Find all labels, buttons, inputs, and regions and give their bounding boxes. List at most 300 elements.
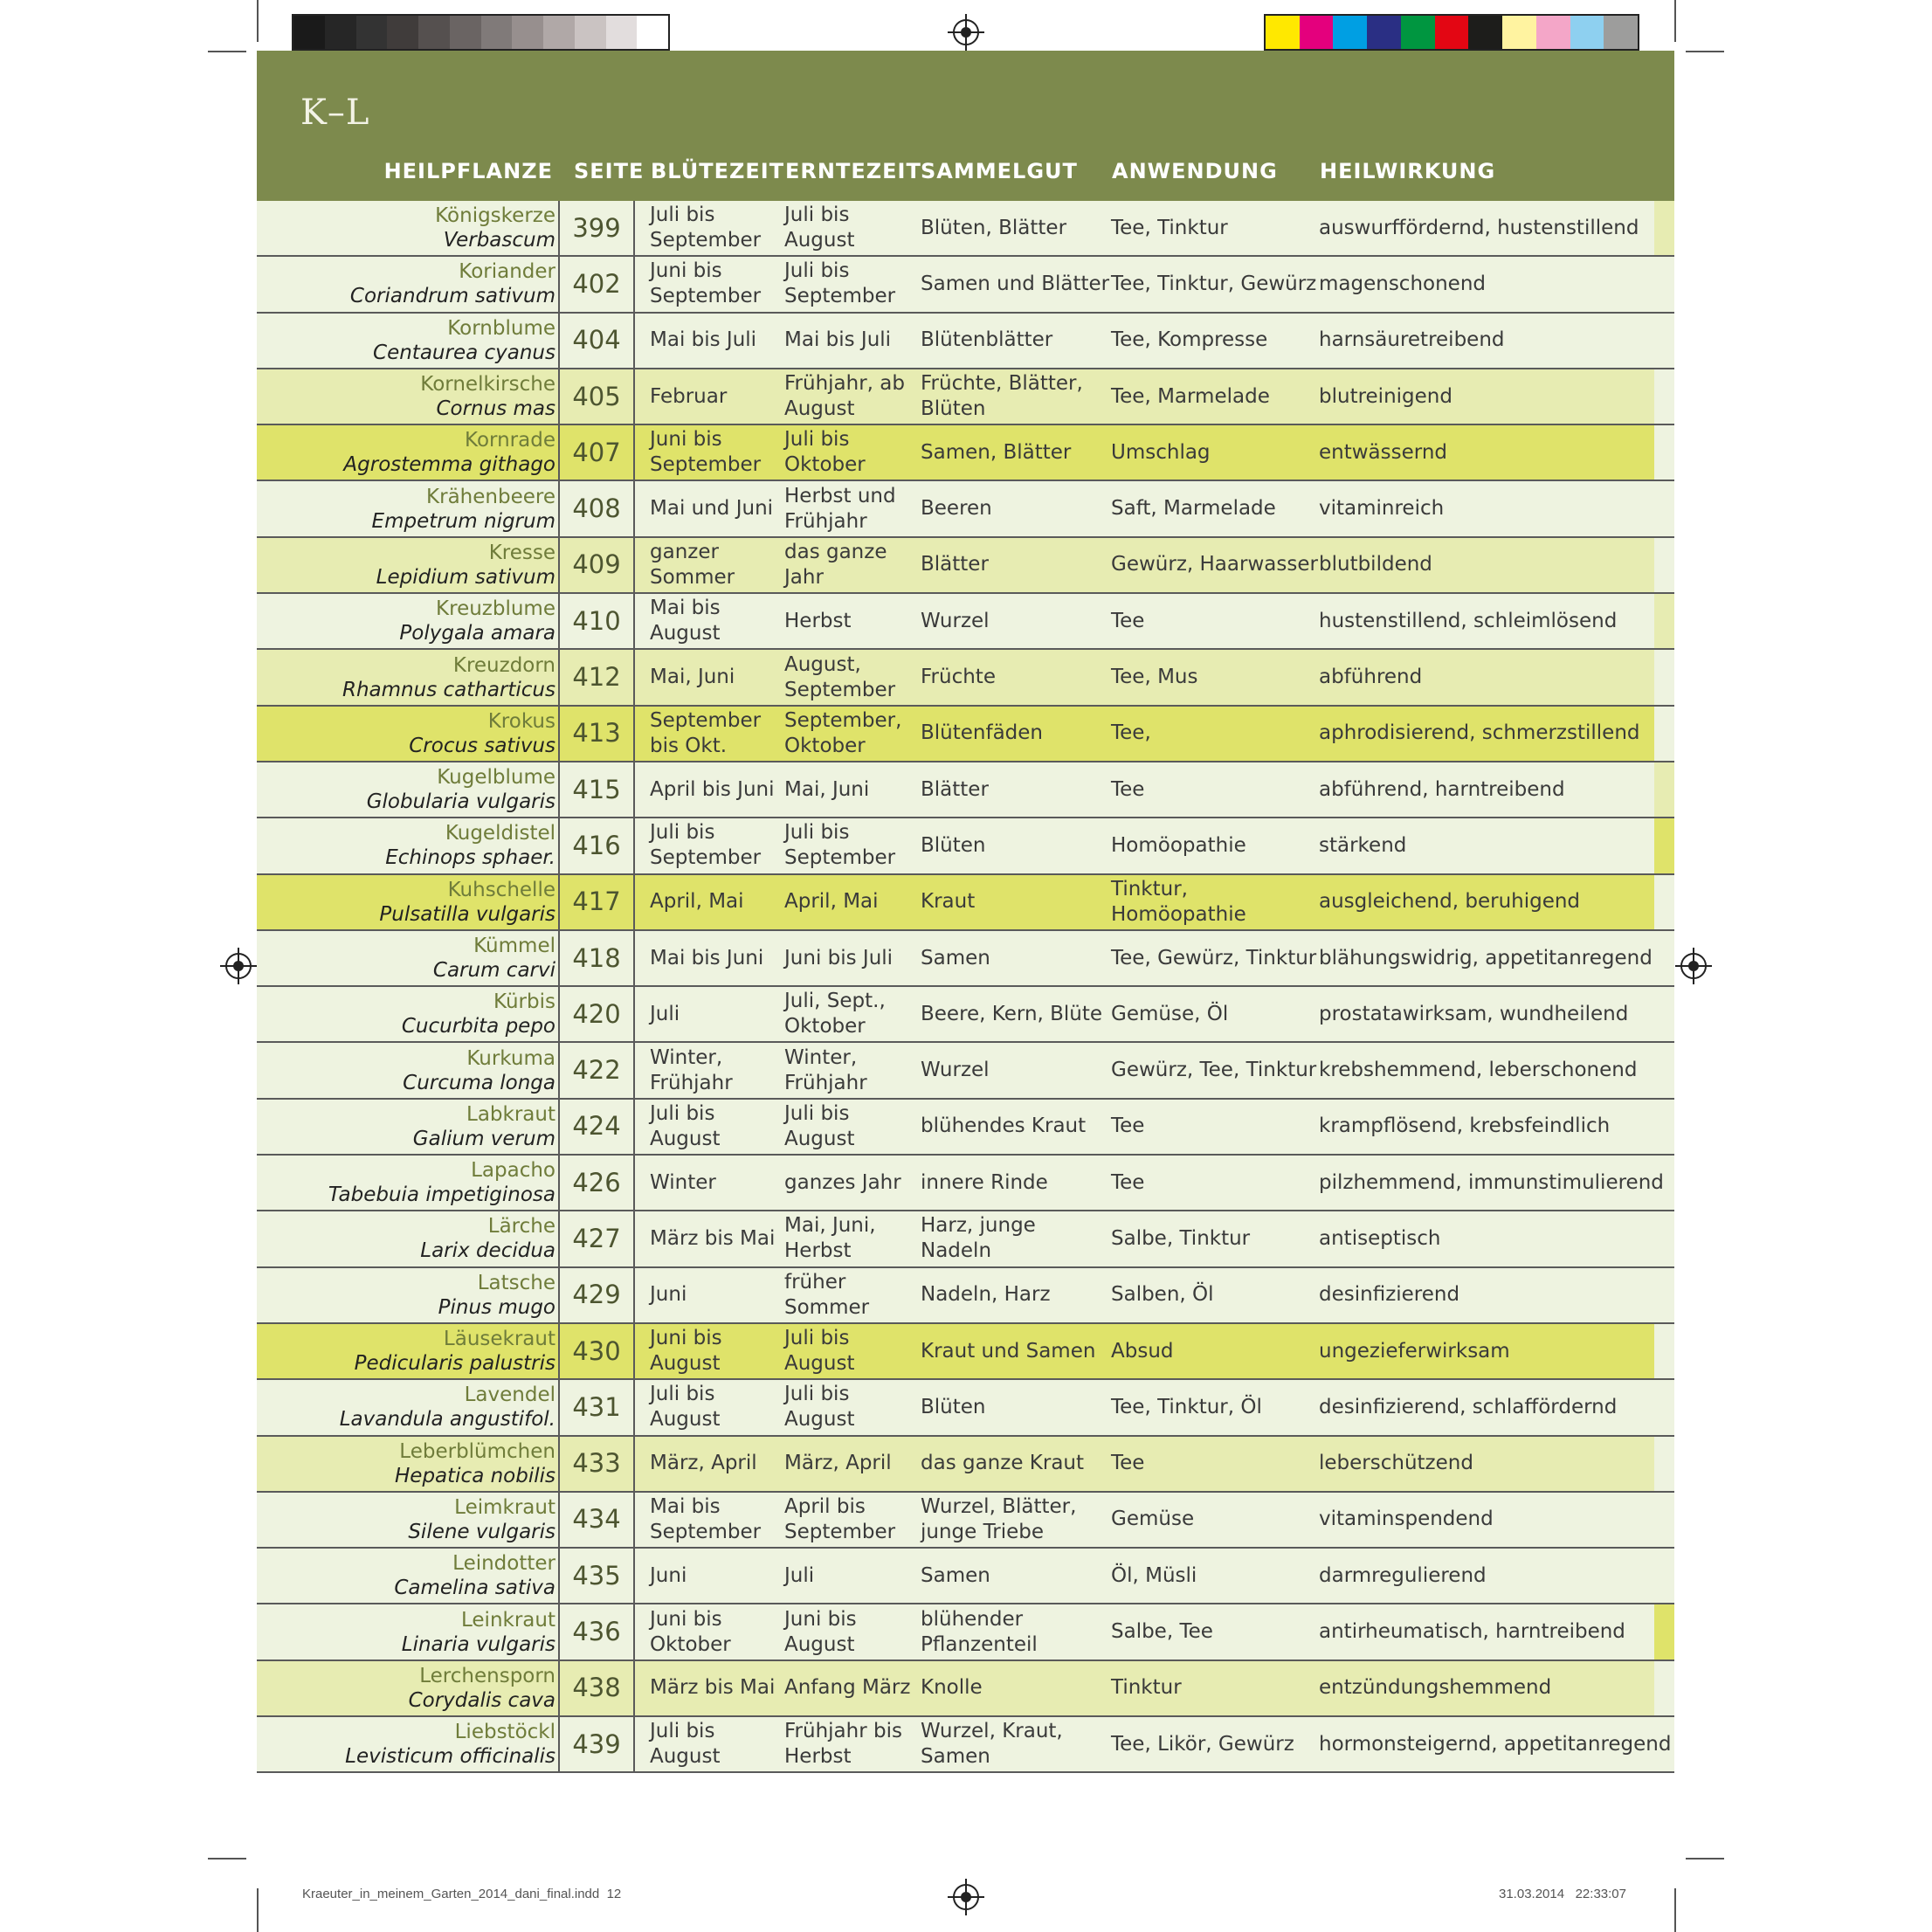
page-number-cell (558, 538, 635, 592)
gray-color-bar (292, 14, 670, 51)
bluetezeit-cell-text: April bis Juni (650, 777, 775, 801)
plant-latin-name: Galium verum (412, 1127, 555, 1150)
erntezeit-cell-text: Herbst (784, 609, 852, 632)
sammelgut-cell (921, 1268, 1113, 1322)
page-number-cell-text: 402 (572, 268, 621, 299)
sammelgut-cell-text: Blätter (921, 553, 989, 576)
anwendung-cell (1111, 1211, 1321, 1266)
table-row (257, 1549, 1674, 1604)
page-number-cell-text: 405 (572, 381, 621, 411)
table-row (257, 762, 1674, 818)
page-number-cell (558, 1100, 635, 1154)
page-number-cell-text: 408 (572, 493, 621, 524)
bluetezeit-cell (650, 1380, 781, 1434)
table-row (257, 314, 1674, 369)
heilwirkung-cell (1319, 538, 1677, 592)
plant-latin-name: Pedicularis palustris (354, 1352, 555, 1376)
crop-mark (208, 1858, 246, 1860)
bluetezeit-cell-text: Winter (650, 1170, 716, 1194)
page-number-cell-text: 427 (572, 1223, 621, 1253)
page-number-cell-text: 434 (572, 1504, 621, 1535)
sammelgut-cell-text: blühendes Kraut (921, 1114, 1087, 1138)
anwendung-cell (1111, 762, 1321, 817)
anwendung-cell (1111, 1549, 1321, 1603)
erntezeit-cell (784, 987, 921, 1041)
bluetezeit-cell-text: Juni (650, 1563, 687, 1587)
sammelgut-cell (921, 875, 1113, 929)
sammelgut-cell-text: Wurzel (921, 609, 990, 632)
plant-common-name: Kurkuma (466, 1046, 555, 1070)
table-row (257, 650, 1674, 706)
registration-mark-icon (1680, 953, 1707, 979)
bluetezeit-cell (650, 425, 781, 480)
anwendung-cell-text: Salbe, Tee (1111, 1620, 1213, 1644)
column-heilpflanze: HEILPFLANZE (383, 159, 553, 183)
anwendung-cell (1111, 481, 1321, 535)
bluetezeit-cell-text: Juni (650, 1283, 687, 1307)
heilwirkung-cell (1319, 1549, 1677, 1603)
erntezeit-cell-text: April, Mai (784, 890, 879, 914)
page-number-cell (558, 481, 635, 535)
table-row (257, 257, 1674, 313)
heilwirkung-cell (1319, 425, 1677, 480)
heilwirkung-cell (1319, 875, 1677, 929)
page-number-cell (558, 875, 635, 929)
bluetezeit-cell (650, 369, 781, 424)
sammelgut-cell-text: Samen (921, 1563, 990, 1587)
table-row (257, 1100, 1674, 1156)
heilwirkung-cell-text: antiseptisch (1319, 1226, 1441, 1250)
swatch (1300, 16, 1334, 49)
heilwirkung-cell (1319, 707, 1677, 761)
heilwirkung-cell-text: harnsäuretreibend (1319, 328, 1505, 352)
sammelgut-cell (921, 369, 1113, 424)
swatch (606, 16, 638, 49)
anwendung-cell (1111, 1043, 1321, 1097)
anwendung-cell (1111, 1268, 1321, 1322)
plant-common-name: Latsche (477, 1271, 555, 1294)
anwendung-cell (1111, 201, 1321, 255)
sammelgut-cell (921, 818, 1113, 873)
anwendung-cell (1111, 1324, 1321, 1378)
anwendung-cell-text: Salben, Öl (1111, 1283, 1214, 1307)
anwendung-cell (1111, 369, 1321, 424)
plant-latin-name: Globularia vulgaris (366, 790, 555, 814)
erntezeit-cell-text: September, Oktober (784, 708, 902, 757)
bluetezeit-cell-text: Juli bis August (650, 1383, 721, 1432)
plant-name-cell (257, 1100, 555, 1154)
page-number-cell-text: 416 (572, 830, 621, 860)
plant-name-cell (257, 875, 555, 929)
erntezeit-cell (784, 314, 921, 368)
swatch (543, 16, 575, 49)
page-number-cell (558, 201, 635, 255)
plant-common-name: Kreuzdorn (452, 653, 555, 677)
page-number-cell (558, 1549, 635, 1603)
page-number-cell (558, 257, 635, 311)
erntezeit-cell (784, 481, 921, 535)
plant-common-name: Kornelkirsche (420, 373, 555, 397)
heilwirkung-cell-text: abführend, harntreibend (1319, 777, 1565, 801)
swatch (293, 16, 325, 49)
plant-latin-name: Levisticum officinalis (345, 1745, 555, 1769)
page-number-cell (558, 650, 635, 704)
plant-common-name: Kümmel (473, 935, 555, 957)
page-number-cell (558, 594, 635, 648)
heilwirkung-cell-text: ungezieferwirksam (1319, 1339, 1510, 1363)
sammelgut-cell-text: Nadeln, Harz (921, 1283, 1051, 1307)
crop-mark (257, 1888, 259, 1932)
erntezeit-cell-text: März, April (784, 1452, 892, 1475)
plant-latin-name: Linaria vulgaris (401, 1632, 555, 1656)
plant-name-cell (257, 201, 555, 255)
crop-mark (1686, 51, 1724, 52)
page-number-cell (558, 987, 635, 1041)
table-row (257, 1604, 1674, 1660)
anwendung-cell-text: Saft, Marmelade (1111, 497, 1276, 521)
plant-latin-name: Corydalis cava (408, 1688, 555, 1712)
bluetezeit-cell (650, 257, 781, 311)
sammelgut-cell (921, 481, 1113, 535)
swatch (575, 16, 606, 49)
plant-name-cell (257, 987, 555, 1041)
swatch (387, 16, 418, 49)
table-row (257, 1661, 1674, 1717)
anwendung-cell (1111, 707, 1321, 761)
erntezeit-cell-text: Frühjahr, ab August (784, 372, 905, 421)
sammelgut-cell-text: blühender Pflanzenteil (921, 1607, 1038, 1656)
erntezeit-cell-text: Juli (784, 1563, 815, 1587)
erntezeit-cell (784, 1324, 921, 1378)
plant-common-name: Koriander (459, 260, 555, 284)
table-header (257, 51, 1674, 201)
erntezeit-cell-text: August, September (784, 652, 896, 701)
sammelgut-cell-text: Früchte, Blätter, Blüten (921, 372, 1083, 421)
sammelgut-cell-text: Blütenfäden (921, 721, 1044, 745)
plant-name-cell (257, 369, 555, 424)
bluetezeit-cell (650, 594, 781, 648)
bluetezeit-cell-text: Mai und Juni (650, 497, 774, 521)
plant-common-name: Kürbis (493, 990, 555, 1014)
sammelgut-cell-text: Samen und Blätter (921, 272, 1110, 295)
heilwirkung-cell-text: vitaminspendend (1319, 1508, 1494, 1531)
page-number-cell (558, 369, 635, 424)
swatch (418, 16, 450, 49)
anwendung-cell (1111, 1493, 1321, 1547)
heilwirkung-cell-text: antirheumatisch, harntreibend (1319, 1620, 1625, 1644)
plant-latin-name: Centaurea cyanus (373, 341, 555, 364)
table-row (257, 1268, 1674, 1324)
heilwirkung-cell (1319, 1211, 1677, 1266)
heilwirkung-cell (1319, 1493, 1677, 1547)
swatch (1604, 16, 1638, 49)
erntezeit-cell (784, 594, 921, 648)
plant-name-cell (257, 762, 555, 817)
erntezeit-cell-text: Frühjahr bis Herbst (784, 1720, 902, 1769)
erntezeit-cell-text: Juni bis Juli (784, 946, 894, 969)
plant-common-name: Kreuzblume (436, 597, 555, 621)
heilwirkung-cell-text: krampflösend, krebsfeindlich (1319, 1114, 1611, 1138)
table-row (257, 1380, 1674, 1436)
erntezeit-cell (784, 931, 921, 985)
plant-name-cell (257, 538, 555, 592)
swatch (512, 16, 543, 49)
bluetezeit-cell (650, 1043, 781, 1097)
bluetezeit-cell (650, 650, 781, 704)
erntezeit-cell-text: früher Sommer (784, 1270, 870, 1319)
anwendung-cell-text: Gemüse (1111, 1508, 1195, 1531)
sammelgut-cell (921, 1549, 1113, 1603)
erntezeit-cell (784, 201, 921, 255)
page-number-cell-text: 407 (572, 437, 621, 467)
table-row (257, 425, 1674, 481)
erntezeit-cell-text: Juli, Sept., Oktober (784, 990, 886, 1038)
erntezeit-cell (784, 1437, 921, 1491)
bluetezeit-cell-text: Juni bis September (650, 428, 762, 477)
bluetezeit-cell-text: Winter, Frühjahr (650, 1045, 733, 1094)
table-row (257, 1043, 1674, 1099)
bluetezeit-cell-text: Juni bis Oktober (650, 1607, 731, 1656)
plant-latin-name: Silene vulgaris (408, 1520, 555, 1543)
page-number-cell-text: 415 (572, 774, 621, 804)
erntezeit-cell (784, 1100, 921, 1154)
registration-mark-icon (953, 1884, 979, 1910)
page-number-cell (558, 762, 635, 817)
bluetezeit-cell-text: Juli (650, 1002, 680, 1025)
heilwirkung-cell (1319, 1717, 1677, 1771)
page-number-cell (558, 1717, 635, 1771)
anwendung-cell (1111, 650, 1321, 704)
anwendung-cell-text: Tee, Likör, Gewürz (1111, 1732, 1294, 1756)
table-row (257, 481, 1674, 537)
table-row (257, 707, 1674, 762)
bluetezeit-cell (650, 1156, 781, 1210)
column-sammelgut: SAMMELGUT (921, 159, 1078, 183)
heilwirkung-cell (1319, 762, 1677, 817)
erntezeit-cell (784, 425, 921, 480)
heilwirkung-cell-text: magenschonend (1319, 272, 1487, 295)
heilwirkung-cell (1319, 650, 1677, 704)
plant-name-cell (257, 1156, 555, 1210)
plant-common-name: Krähenbeere (426, 485, 555, 508)
table-row (257, 538, 1674, 594)
sammelgut-cell-text: Blätter (921, 777, 989, 801)
plant-name-cell (257, 425, 555, 480)
bluetezeit-cell-text: Mai bis Juni (650, 946, 764, 969)
heilwirkung-cell (1319, 1324, 1677, 1378)
page-number-cell (558, 1604, 635, 1659)
registration-mark-icon (953, 19, 979, 45)
plant-common-name: Leinkraut (461, 1608, 555, 1632)
heilwirkung-cell-text: stärkend (1319, 833, 1407, 857)
page-number-cell-text: 417 (572, 887, 621, 917)
anwendung-cell (1111, 314, 1321, 368)
bluetezeit-cell-text: Juni bis August (650, 1327, 722, 1376)
erntezeit-cell (784, 1156, 921, 1210)
erntezeit-cell (784, 1604, 921, 1659)
erntezeit-cell (784, 1493, 921, 1547)
heilwirkung-cell-text: vitaminreich (1319, 497, 1445, 521)
page-number-cell-text: 424 (572, 1111, 621, 1142)
plant-name-cell (257, 1437, 555, 1491)
heilwirkung-cell (1319, 1100, 1677, 1154)
anwendung-cell (1111, 931, 1321, 985)
anwendung-cell-text: Tee (1111, 1114, 1145, 1138)
swatch (356, 16, 388, 49)
page-number-cell (558, 1380, 635, 1434)
bluetezeit-cell-text: Juli bis September (650, 204, 762, 252)
page-number-cell (558, 1043, 635, 1097)
plant-name-cell (257, 1604, 555, 1659)
plant-common-name: Krokus (487, 709, 555, 733)
bluetezeit-cell-text: September bis Okt. (650, 708, 762, 757)
bluetezeit-cell-text: Juli bis August (650, 1101, 721, 1150)
anwendung-cell (1111, 1380, 1321, 1434)
sammelgut-cell (921, 1211, 1113, 1266)
swatch (1367, 16, 1401, 49)
sammelgut-cell (921, 1100, 1113, 1154)
heilwirkung-cell-text: desinfizierend (1319, 1283, 1460, 1307)
plant-latin-name: Pinus mugo (438, 1295, 555, 1319)
plant-latin-name: Curcuma longa (403, 1071, 555, 1094)
plant-latin-name: Lavandula angustifol. (339, 1408, 555, 1432)
bluetezeit-cell-text: Februar (650, 384, 728, 408)
swatch (1435, 16, 1469, 49)
page-number-cell-text: 420 (572, 998, 621, 1029)
table-row (257, 1211, 1674, 1267)
bluetezeit-cell (650, 1211, 781, 1266)
process-color-bar (1264, 14, 1639, 51)
plant-common-name: Königskerze (435, 204, 555, 228)
erntezeit-cell-text: ganzes Jahr (784, 1170, 901, 1194)
plant-name-cell (257, 481, 555, 535)
plant-latin-name: Rhamnus catharticus (342, 678, 555, 701)
bluetezeit-cell-text: Mai bis Juli (650, 328, 757, 352)
plant-latin-name: Carum carvi (432, 959, 555, 982)
plant-common-name: Lerchensporn (419, 1664, 555, 1687)
plant-latin-name: Echinops sphaer. (385, 846, 555, 870)
plant-latin-name: Larix decidua (420, 1239, 555, 1263)
plant-latin-name: Camelina sativa (394, 1577, 555, 1600)
sammelgut-cell (921, 987, 1113, 1041)
plant-latin-name: Lepidium sativum (376, 565, 555, 589)
erntezeit-cell-text: Juli bis August (784, 1327, 855, 1376)
erntezeit-cell (784, 1717, 921, 1771)
page-number-cell-text: 409 (572, 549, 621, 580)
heilwirkung-cell-text: desinfizierend, schlaffördernd (1319, 1395, 1618, 1418)
erntezeit-cell (784, 875, 921, 929)
anwendung-cell-text: Tee, Mus (1111, 666, 1198, 689)
bluetezeit-cell (650, 1437, 781, 1491)
erntezeit-cell-text: Juli bis September (784, 821, 896, 870)
heilwirkung-cell-text: entzündungshemmend (1319, 1676, 1552, 1700)
bluetezeit-cell (650, 762, 781, 817)
page-number-cell-text: 422 (572, 1055, 621, 1086)
heilwirkung-cell-text: blutreinigend (1319, 384, 1452, 408)
erntezeit-cell-text: Juli bis August (784, 204, 855, 252)
bluetezeit-cell (650, 314, 781, 368)
anwendung-cell-text: Tee, (1111, 721, 1151, 745)
plant-latin-name: Tabebuia impetiginosa (328, 1183, 555, 1207)
sammelgut-cell (921, 201, 1113, 255)
page-number-cell-text: 433 (572, 1448, 621, 1479)
heilwirkung-cell-text: ausgleichend, beruhigend (1319, 890, 1581, 914)
page-number-cell (558, 1268, 635, 1322)
erntezeit-cell (784, 1268, 921, 1322)
heilwirkung-cell (1319, 1661, 1677, 1715)
heilwirkung-cell-text: pilzhemmend, immunstimulierend (1319, 1170, 1664, 1194)
plant-latin-name: Cucurbita pepo (401, 1015, 555, 1038)
footer-date: 31.03.2014 (1499, 1887, 1565, 1901)
swatch (1536, 16, 1570, 49)
sammelgut-cell-text: innere Rinde (921, 1170, 1048, 1194)
sammelgut-cell-text: Beere, Kern, Blüte (921, 1002, 1103, 1025)
bluetezeit-cell-text: März, April (650, 1452, 757, 1475)
page-number-cell (558, 818, 635, 873)
column-heilwirkung: HEILWIRKUNG (1320, 159, 1496, 183)
erntezeit-cell (784, 707, 921, 761)
sammelgut-cell-text: Knolle (921, 1676, 983, 1700)
plant-common-name: Kresse (488, 541, 555, 564)
plant-name-cell (257, 1268, 555, 1322)
swatch (1570, 16, 1604, 49)
footer-timestamp (1499, 1887, 1626, 1901)
anwendung-cell-text: Tinktur (1111, 1676, 1182, 1700)
anwendung-cell (1111, 594, 1321, 648)
plant-latin-name: Hepatica nobilis (395, 1464, 555, 1487)
sammelgut-cell (921, 650, 1113, 704)
erntezeit-cell (784, 1661, 921, 1715)
bluetezeit-cell-text: Juli bis September (650, 821, 762, 870)
table-row (257, 1493, 1674, 1549)
erntezeit-cell (784, 1043, 921, 1097)
heilwirkung-cell (1319, 481, 1677, 535)
page-number-cell-text: 418 (572, 942, 621, 973)
plant-name-cell (257, 650, 555, 704)
table-row (257, 1324, 1674, 1380)
sammelgut-cell (921, 707, 1113, 761)
anwendung-cell-text: Absud (1111, 1339, 1174, 1363)
sammelgut-cell-text: Blüten (921, 833, 986, 857)
sammelgut-cell-text: Blütenblätter (921, 328, 1053, 352)
anwendung-cell (1111, 818, 1321, 873)
erntezeit-cell-text: Juli bis August (784, 1383, 855, 1432)
anwendung-cell (1111, 257, 1321, 311)
erntezeit-cell-text: Mai, Juni (784, 777, 870, 801)
bluetezeit-cell (650, 987, 781, 1041)
sammelgut-cell (921, 594, 1113, 648)
anwendung-cell-text: Tee, Kompresse (1111, 328, 1268, 352)
page-number-cell (558, 1437, 635, 1491)
anwendung-cell-text: Tee, Tinktur, Gewürz (1111, 272, 1317, 295)
plant-name-cell (257, 257, 555, 311)
sammelgut-cell-text: Beeren (921, 497, 992, 521)
plant-common-name: Kuhschelle (447, 878, 555, 901)
swatch (637, 16, 668, 49)
anwendung-cell (1111, 425, 1321, 480)
heilwirkung-cell (1319, 1604, 1677, 1659)
erntezeit-cell (784, 650, 921, 704)
page-number-cell-text: 438 (572, 1673, 621, 1703)
erntezeit-cell-text: Mai bis Juli (784, 328, 892, 352)
heilwirkung-cell-text: abführend (1319, 666, 1423, 689)
column-seite: SEITE (574, 159, 645, 183)
footer-page: 12 (606, 1887, 622, 1901)
page-number-cell-text: 439 (572, 1728, 621, 1759)
anwendung-cell-text: Öl, Müsli (1111, 1563, 1197, 1587)
anwendung-cell-text: Tee, Tinktur (1111, 216, 1228, 239)
sammelgut-cell (921, 1661, 1113, 1715)
